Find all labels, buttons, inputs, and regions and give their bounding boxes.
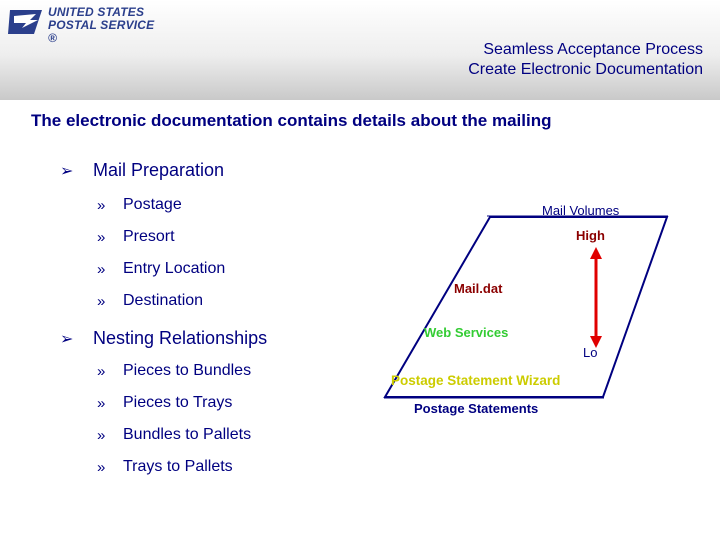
raquo-bullet-icon: » [97, 293, 106, 310]
section-mail-preparation: Mail Preparation [93, 160, 225, 180]
postage-statement-wizard-label: Postage Statement Wizard [391, 373, 561, 388]
raquo-bullet-icon: » [97, 229, 106, 246]
list-item: Trays to Pallets [123, 458, 233, 475]
arrow-up-icon [590, 247, 602, 259]
raquo-bullet-icon: » [97, 363, 106, 380]
list-item: Destination [123, 292, 204, 309]
logo-line-2: POSTAL SERVICE ® [48, 18, 155, 45]
list-item: Pieces to Bundles [123, 362, 252, 379]
low-label: Lo [583, 345, 598, 360]
arrow-bullet-icon: ➢ [60, 331, 74, 348]
raquo-bullet-icon: » [97, 459, 106, 476]
raquo-bullet-icon: » [97, 427, 106, 444]
list-item: Bundles to Pallets [123, 426, 252, 443]
list-item: Postage [123, 196, 182, 213]
web-services-label: Web Services [424, 325, 509, 340]
title-line-2: Create Electronic Documentation [468, 61, 703, 78]
mail-volumes-label: Mail Volumes [542, 203, 620, 218]
raquo-bullet-icon: » [97, 395, 106, 412]
volume-parallelogram [385, 217, 667, 397]
section-nesting-relationships: Nesting Relationships [93, 328, 268, 348]
list-item: Entry Location [123, 260, 226, 277]
raquo-bullet-icon: » [97, 197, 106, 214]
postage-statements-label: Postage Statements [414, 401, 539, 416]
mail-dat-label: Mail.dat [454, 281, 503, 296]
title-line-1: Seamless Acceptance Process [483, 41, 703, 58]
list-item: Presort [123, 228, 175, 245]
logo-line-1: UNITED STATES [48, 5, 145, 19]
arrow-bullet-icon: ➢ [60, 163, 74, 180]
subtitle: The electronic documentation contains details about the mailing [31, 111, 552, 130]
high-label: High [576, 228, 605, 243]
list-item: Pieces to Trays [123, 394, 233, 411]
raquo-bullet-icon: » [97, 261, 106, 278]
